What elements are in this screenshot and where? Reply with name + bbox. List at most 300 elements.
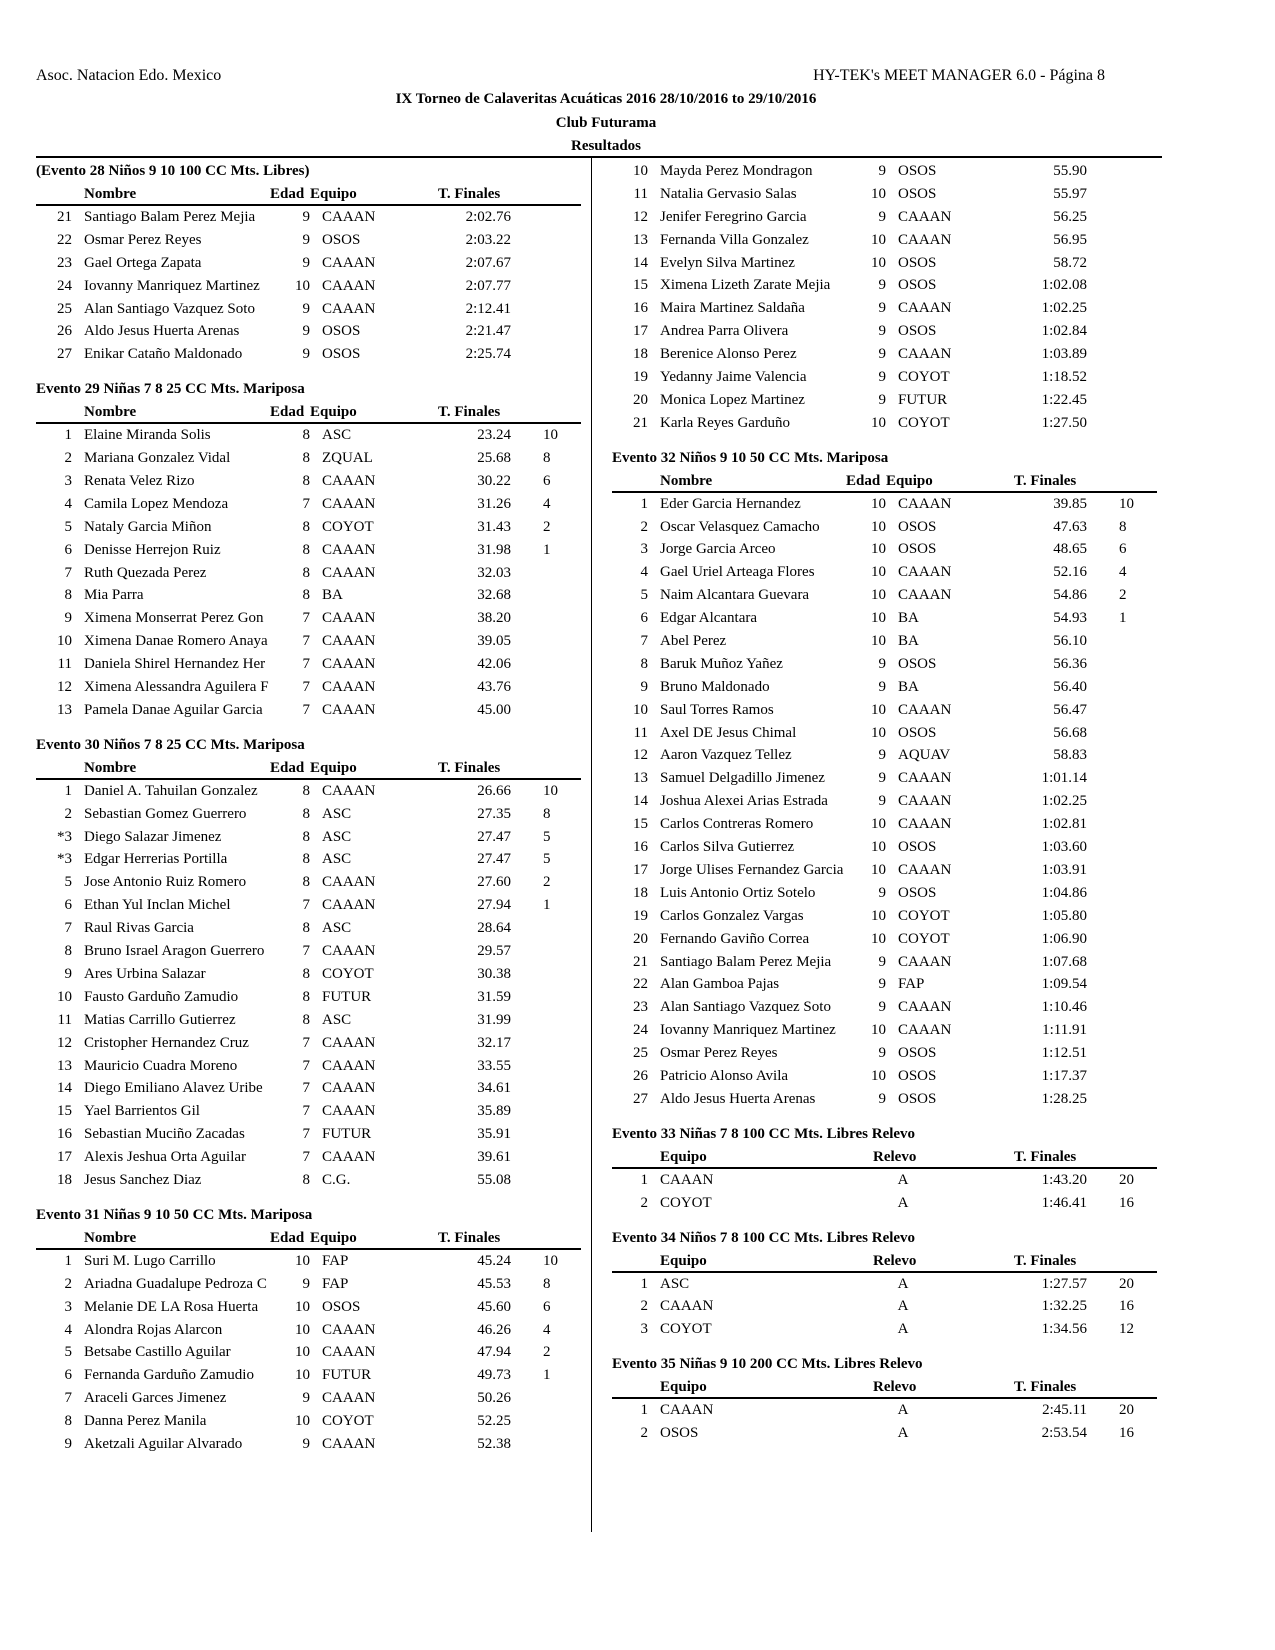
swimmer-name: Karla Reyes Garduño: [660, 414, 790, 431]
header-name: Nombre: [84, 186, 137, 202]
final-time: 1:32.25: [1041, 1298, 1087, 1315]
team: CAAAN: [322, 610, 376, 627]
result-row: [612, 630, 1157, 653]
team: FAP: [322, 1252, 349, 1269]
result-row: [36, 516, 581, 539]
result-row: [36, 940, 581, 963]
relay: A: [897, 1275, 909, 1292]
final-time: 1:01.14: [1041, 770, 1087, 787]
header-team: Equipo: [310, 404, 357, 421]
relay: A: [897, 1171, 909, 1188]
event-block: [612, 447, 1157, 1111]
team: CAAAN: [322, 1149, 376, 1166]
result-row: [36, 1387, 581, 1410]
points: 1: [543, 1367, 551, 1384]
age: 9: [878, 976, 886, 993]
result-row: [36, 1341, 581, 1364]
team: FUTUR: [322, 988, 372, 1005]
swimmer-name: Sebastian Gomez Guerrero: [84, 805, 247, 822]
final-time: 1:34.56: [1041, 1321, 1087, 1338]
final-time: 45.24: [477, 1252, 511, 1269]
swimmer-name: Iovanny Manriquez Martinez: [660, 1022, 836, 1039]
header-time: T. Finales: [1014, 1252, 1077, 1269]
swimmer-name: Ximena Alessandra Aguilera F: [84, 679, 269, 696]
final-time: 1:02.25: [1041, 793, 1087, 810]
swimmer-name: Mauricio Cuadra Moreno: [84, 1057, 238, 1074]
place: 8: [64, 943, 72, 960]
team: COYOT: [898, 930, 950, 947]
place: 7: [64, 564, 72, 581]
place: 8: [64, 1413, 72, 1430]
team: OSOS: [898, 884, 937, 901]
team: CAAAN: [322, 874, 376, 891]
age: 9: [302, 1275, 310, 1292]
age: 9: [878, 793, 886, 810]
header-team: Equipo: [660, 1252, 707, 1269]
place: 3: [640, 541, 648, 558]
swimmer-name: Luis Antonio Ortiz Sotelo: [660, 884, 816, 901]
swimmer-name: Alondra Rojas Alarcon: [84, 1321, 223, 1338]
place: 11: [633, 724, 648, 741]
age: 9: [878, 770, 886, 787]
team: CAAAN: [322, 1080, 376, 1097]
result-row: [36, 539, 581, 562]
swimmer-name: Bruno Maldonado: [660, 678, 770, 695]
result-row: [36, 1433, 581, 1456]
place: 5: [64, 518, 72, 535]
final-time: 31.98: [477, 541, 511, 558]
swimmer-name: Fernanda Garduño Zamudio: [84, 1367, 254, 1384]
age: 9: [878, 999, 886, 1016]
swimmer-name: Jorge Ulises Fernandez Garcia: [660, 861, 844, 878]
team: CAAAN: [660, 1298, 714, 1315]
age: 8: [302, 828, 310, 845]
event-title: Evento 31 Niñas 9 10 50 CC Mts. Mariposa: [36, 1206, 313, 1223]
swimmer-name: Ares Urbina Salazar: [84, 965, 206, 982]
result-row: [612, 389, 1157, 412]
result-row: [612, 493, 1157, 516]
age: 8: [302, 473, 310, 490]
place: 12: [633, 208, 648, 225]
result-row: [36, 871, 581, 894]
header-relay: Relevo: [873, 1148, 917, 1165]
place: 2: [640, 518, 648, 535]
result-row: [612, 320, 1157, 343]
points: 8: [1119, 518, 1127, 535]
final-time: 42.06: [477, 656, 511, 673]
header-age: Edad: [270, 1229, 305, 1246]
result-row: [36, 963, 581, 986]
team: CAAAN: [898, 231, 952, 248]
points: 2: [543, 874, 551, 891]
points: 20: [1119, 1275, 1134, 1292]
points: 5: [543, 851, 551, 868]
team: CAAAN: [898, 587, 952, 604]
place: 2: [640, 1425, 648, 1442]
points: 6: [543, 1298, 551, 1315]
place: 11: [57, 1011, 72, 1028]
result-row: [612, 790, 1157, 813]
team: OSOS: [322, 1298, 361, 1315]
final-time: 27.60: [477, 874, 511, 891]
age: 10: [871, 541, 886, 558]
place: 18: [57, 1171, 72, 1188]
place: 26: [57, 323, 72, 340]
age: 8: [302, 851, 310, 868]
team: FUTUR: [322, 1367, 372, 1384]
age: 9: [878, 208, 886, 225]
swimmer-name: Oscar Velasquez Camacho: [660, 518, 820, 535]
place: 22: [633, 976, 648, 993]
event-title: Evento 33 Niñas 7 8 100 CC Mts. Libres Relevo: [612, 1125, 916, 1142]
team: COYOT: [322, 965, 374, 982]
result-row: [612, 951, 1157, 974]
result-row: [612, 607, 1157, 630]
result-row: [36, 1146, 581, 1169]
age: 9: [302, 323, 310, 340]
place: 21: [57, 209, 72, 225]
swimmer-name: Osmar Perez Reyes: [660, 1045, 778, 1062]
final-time: 29.57: [477, 943, 511, 960]
result-row: [36, 1364, 581, 1387]
final-time: 32.68: [477, 587, 511, 604]
place: 13: [57, 701, 72, 718]
team: OSOS: [898, 254, 937, 271]
place: 19: [633, 907, 648, 924]
final-time: 43.76: [477, 679, 511, 696]
place: 21: [633, 414, 648, 431]
header-team: Equipo: [310, 759, 357, 776]
age: 8: [302, 874, 310, 891]
final-time: 45.00: [477, 701, 511, 718]
team: CAAAN: [322, 656, 376, 673]
result-row: [612, 274, 1157, 297]
age: 8: [302, 587, 310, 604]
header-age: Edad: [270, 759, 305, 776]
final-time: 48.65: [1053, 541, 1087, 558]
swimmer-name: Baruk Muñoz Yañez: [660, 655, 783, 672]
result-row: [36, 229, 581, 252]
final-time: 1:11.91: [1042, 1022, 1087, 1039]
place: 2: [640, 1298, 648, 1315]
team: BA: [898, 678, 919, 695]
header-relay: Relevo: [873, 1252, 917, 1269]
result-row: [612, 343, 1157, 366]
place: 2: [64, 450, 72, 467]
team: CAAAN: [660, 1402, 714, 1419]
age: 9: [302, 346, 310, 363]
result-row: [612, 722, 1157, 745]
result-row: [36, 275, 581, 298]
age: 10: [295, 1413, 310, 1430]
swimmer-name: Evelyn Silva Martinez: [660, 254, 795, 271]
swimmer-name: Ximena Lizeth Zarate Mejia: [660, 277, 831, 294]
points: 8: [543, 450, 551, 467]
place: 13: [633, 770, 648, 787]
place: 8: [640, 655, 648, 672]
result-row: [36, 630, 581, 653]
result-row: [612, 767, 1157, 790]
final-time: 2:03.22: [465, 231, 511, 248]
team: BA: [898, 633, 919, 650]
age: 10: [871, 930, 886, 947]
swimmer-name: Aldo Jesus Huerta Arenas: [660, 1090, 816, 1107]
age: 8: [302, 965, 310, 982]
age: 10: [871, 816, 886, 833]
age: 10: [871, 414, 886, 431]
age: 7: [302, 1103, 310, 1120]
relay: A: [897, 1425, 909, 1442]
age: 7: [302, 656, 310, 673]
final-time: 39.85: [1053, 495, 1087, 512]
age: 8: [302, 1011, 310, 1028]
header-time: T. Finales: [438, 186, 501, 202]
swimmer-name: Axel DE Jesus Chimal: [660, 724, 797, 741]
age: 9: [302, 300, 310, 317]
result-row: [612, 744, 1157, 767]
team: OSOS: [322, 231, 361, 248]
age: 8: [302, 920, 310, 937]
result-row: [612, 676, 1157, 699]
final-time: 31.43: [477, 518, 511, 535]
points: 16: [1119, 1425, 1134, 1442]
swimmer-name: Danna Perez Manila: [84, 1413, 207, 1430]
age: 7: [302, 1034, 310, 1051]
final-time: 56.40: [1053, 678, 1087, 695]
result-row: [36, 1055, 581, 1078]
age: 7: [302, 633, 310, 650]
age: 8: [302, 805, 310, 822]
final-time: 54.93: [1053, 610, 1087, 627]
result-row: [36, 1319, 581, 1342]
event-block: [36, 1204, 581, 1456]
result-row: [612, 905, 1157, 928]
team: CAAAN: [322, 1321, 376, 1338]
age: 10: [871, 1022, 886, 1039]
relay: A: [897, 1194, 909, 1211]
final-time: 52.25: [477, 1413, 511, 1430]
team: OSOS: [898, 185, 937, 202]
final-time: 1:03.60: [1041, 839, 1087, 856]
final-time: 55.90: [1053, 163, 1087, 179]
team: BA: [322, 587, 343, 604]
place: 6: [640, 610, 648, 627]
place: 4: [64, 495, 72, 512]
place: 1: [64, 1252, 72, 1269]
result-row: [612, 1088, 1157, 1111]
header-time: T. Finales: [438, 759, 501, 776]
relay: A: [897, 1402, 909, 1419]
result-row: [612, 882, 1157, 905]
team: OSOS: [898, 839, 937, 856]
age: 7: [302, 1126, 310, 1143]
swimmer-name: Joshua Alexei Arias Estrada: [660, 793, 828, 810]
header-relay: Relevo: [873, 1379, 917, 1396]
final-time: 1:18.52: [1041, 369, 1087, 386]
swimmer-name: Patricio Alonso Avila: [660, 1067, 789, 1084]
team: COYOT: [898, 414, 950, 431]
age: 10: [871, 724, 886, 741]
team: ASC: [322, 851, 352, 868]
team: CAAAN: [898, 793, 952, 810]
software-page-label: HY-TEK's MEET MANAGER 6.0 - Página 8: [813, 67, 1105, 84]
team: OSOS: [898, 541, 937, 558]
header-time: T. Finales: [438, 1229, 501, 1246]
team: ASC: [322, 1011, 352, 1028]
place: 26: [633, 1067, 648, 1084]
final-time: 1:03.91: [1041, 861, 1087, 878]
swimmer-name: Aketzali Aguilar Alvarado: [84, 1435, 243, 1452]
team: CAAAN: [660, 1171, 714, 1188]
club-name: Club Futurama: [555, 115, 657, 131]
final-time: 45.53: [477, 1275, 511, 1292]
place: 1: [640, 1275, 648, 1292]
team: OSOS: [322, 346, 361, 363]
final-time: 2:53.54: [1041, 1425, 1087, 1442]
team: CAAAN: [322, 897, 376, 914]
place: 13: [633, 231, 648, 248]
team: COYOT: [898, 907, 950, 924]
result-row: [36, 447, 581, 470]
event-title: Evento 30 Niños 7 8 25 CC Mts. Mariposa: [36, 736, 305, 753]
result-row: [612, 1169, 1157, 1192]
swimmer-name: Jesus Sanchez Diaz: [84, 1171, 202, 1188]
points: 2: [1119, 587, 1127, 604]
team: CAAAN: [322, 1103, 376, 1120]
team: OSOS: [898, 1090, 937, 1107]
swimmer-name: Carlos Contreras Romero: [660, 816, 814, 833]
final-time: 47.94: [477, 1344, 511, 1361]
points: 1: [543, 541, 551, 558]
place: 17: [633, 323, 648, 340]
place: 4: [64, 1321, 72, 1338]
header-age: Edad: [270, 186, 305, 202]
points: 20: [1119, 1171, 1134, 1188]
final-time: 1:07.68: [1041, 953, 1087, 970]
team: CAAAN: [322, 1390, 376, 1407]
swimmer-name: Ethan Yul Inclan Michel: [84, 897, 231, 914]
team: OSOS: [898, 655, 937, 672]
right-column: [612, 160, 1157, 1457]
age: 10: [871, 564, 886, 581]
final-time: 30.22: [477, 473, 511, 490]
column-headers: [36, 183, 581, 206]
team: OSOS: [660, 1425, 699, 1442]
swimmer-name: Yael Barrientos Gil: [84, 1103, 200, 1120]
place: 27: [57, 346, 72, 363]
result-row: [612, 366, 1157, 389]
result-row: [36, 1077, 581, 1100]
age: 9: [302, 231, 310, 248]
header-age: Edad: [846, 472, 881, 489]
result-row: [36, 298, 581, 321]
place: 18: [633, 346, 648, 363]
result-row: [612, 1192, 1157, 1215]
place: 15: [57, 1103, 72, 1120]
age: 9: [302, 254, 310, 271]
age: 10: [871, 633, 886, 650]
result-row: [612, 561, 1157, 584]
result-row: [36, 206, 581, 229]
final-time: 58.72: [1053, 254, 1087, 271]
swimmer-name: Bruno Israel Aragon Guerrero: [84, 943, 265, 960]
team: CAAAN: [322, 209, 376, 225]
team: OSOS: [898, 163, 937, 179]
header-time: T. Finales: [438, 404, 501, 421]
points: 6: [543, 473, 551, 490]
swimmer-name: Araceli Garces Jimenez: [84, 1390, 227, 1407]
relay: A: [897, 1321, 909, 1338]
final-time: 56.36: [1053, 655, 1087, 672]
result-row: [36, 780, 581, 803]
result-row: [612, 1295, 1157, 1318]
team: CAAAN: [322, 701, 376, 718]
final-time: 54.86: [1053, 587, 1087, 604]
place: 16: [633, 839, 648, 856]
team: OSOS: [322, 323, 361, 340]
swimmer-name: Ximena Danae Romero Anaya: [84, 633, 268, 650]
header-team: Equipo: [310, 1229, 357, 1246]
header-name: Nombre: [84, 759, 137, 776]
final-time: 27.35: [477, 805, 511, 822]
column-headers: [36, 1227, 581, 1250]
team: CAAAN: [898, 999, 952, 1016]
place: 24: [633, 1022, 648, 1039]
column-headers: [36, 401, 581, 424]
place: 10: [57, 633, 72, 650]
swimmer-name: Edgar Alcantara: [660, 610, 758, 627]
team: CAAAN: [322, 495, 376, 512]
points: 1: [543, 897, 551, 914]
team: CAAAN: [898, 346, 952, 363]
result-row: [36, 826, 581, 849]
swimmer-name: Elaine Miranda Solis: [84, 427, 211, 444]
team: COYOT: [322, 518, 374, 535]
final-time: 46.26: [477, 1321, 511, 1338]
place: 5: [640, 587, 648, 604]
place: 1: [640, 495, 648, 512]
final-time: 1:06.90: [1041, 930, 1087, 947]
result-row: [36, 424, 581, 447]
swimmer-name: Abel Perez: [660, 633, 727, 650]
final-time: 58.83: [1053, 747, 1087, 764]
result-row: [36, 1123, 581, 1146]
swimmer-name: Aaron Vazquez Tellez: [660, 747, 792, 764]
result-row: [36, 986, 581, 1009]
final-time: 1:02.25: [1041, 300, 1087, 317]
swimmer-name: Ariadna Guadalupe Pedroza C: [84, 1275, 267, 1292]
event-block: [612, 160, 1157, 435]
place: 12: [57, 1034, 72, 1051]
final-time: 1:09.54: [1041, 976, 1087, 993]
team: ASC: [322, 805, 352, 822]
place: 25: [633, 1045, 648, 1062]
team: ASC: [322, 920, 352, 937]
team: BA: [898, 610, 919, 627]
event-block: [36, 734, 581, 1192]
team: COYOT: [660, 1321, 712, 1338]
result-row: [36, 1296, 581, 1319]
age: 10: [871, 254, 886, 271]
age: 9: [878, 163, 886, 179]
place: 24: [57, 277, 72, 294]
header-name: Nombre: [84, 1229, 137, 1246]
age: 9: [878, 369, 886, 386]
result-row: [36, 1032, 581, 1055]
team: ZQUAL: [322, 450, 373, 467]
column-headers: [612, 470, 1157, 493]
swimmer-name: Maira Martinez Saldaña: [660, 300, 805, 317]
